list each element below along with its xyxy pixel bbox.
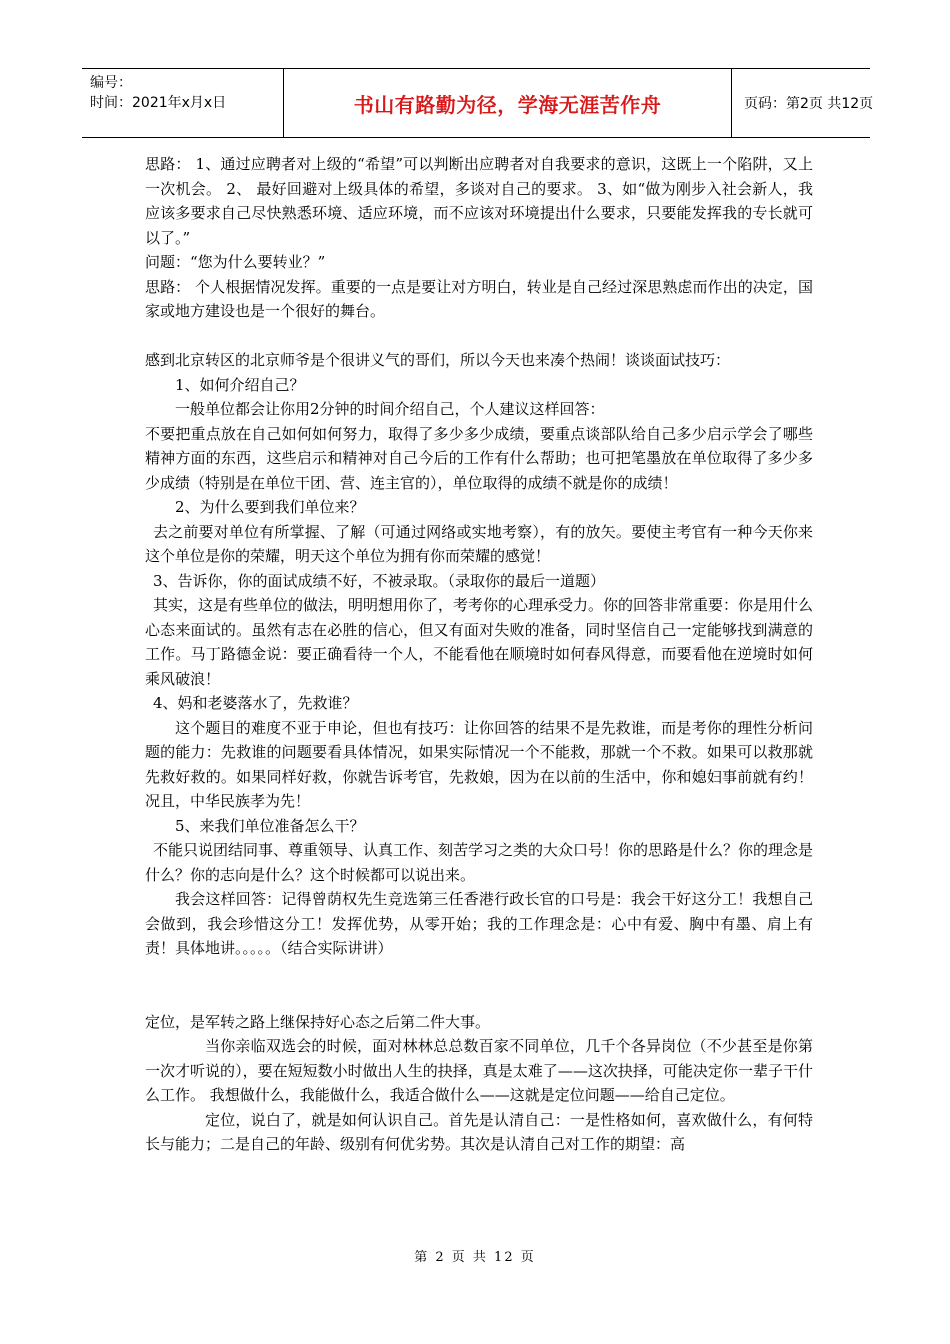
question-heading: 3、告诉你，你的面试成绩不好，不被录取。（录取你的最后一道题） — [153, 571, 606, 590]
page-header — [82, 68, 874, 138]
header-meta — [82, 69, 284, 137]
question-heading: 问题：“您为什么要转业？” — [145, 253, 326, 271]
header-motto-cell — [284, 69, 732, 137]
paragraph: 思路： 个人根据情况发挥。重要的一点是要让对方明白，转业是自己经过深思熟虑而作出的决定，国家或地方建设也是一个很好的舞台。 — [145, 277, 813, 320]
document-number-label: 编号： — [90, 75, 132, 91]
paragraph: 其实，这是有些单位的做法，明明想用你了，考考你的心理承受力。你的回答非常重要：你是用什么心态来面试的。虽然有志在必胜的信心，但又有面对失败的准备，同时坚信自己一定能够找到满意的工作。马丁路德金说：要正确看待一个人，不能看他在顺境时如何春风得意，而要看他在逆境时如何乘风破浪！ — [145, 596, 814, 688]
paragraph: 思路： 1、通过应聘者对上级的“希望”可以判断出应聘者对自我要求的意识，这既上一个陷阱，又上一次机会。 2、 最好回避对上级具体的希望，多谈对自己的要求。 3、如“做为刚步入社会新人，我应该多要求自己尽快熟悉环境、适应环境，而不应该对环境提出什么要求，只要能发挥我的专长就可以了。” — [145, 155, 813, 247]
section-heading: 定位，是军转之路上继保持好心态之后第二件大事。 — [145, 1012, 491, 1031]
paragraph: 当你亲临双选会的时候，面对林林总总数百家不同单位，几千个各异岗位（不少甚至是你第一次才听说的），要在短短数小时做出人生的抉择，真是太难了——这次抉择，可能决定你一辈子干什么工作。 我想做什么，我能做什么，我适合做什么——这就是定位问题——给自己定位。 — [145, 1037, 813, 1104]
paragraph: 定位，说白了，就是如何认识自己。首先是认清自己：一是性格如何，喜欢做什么，有何特长与能力；二是自己的年龄、级别有何优劣势。其次是认清自己对工作的期望：高 — [145, 1110, 813, 1153]
header-motto: 书山有路勤为径，学海无涯苦作舟 — [353, 92, 662, 117]
paragraph: 不能只说团结同事、尊重领导、认真工作、刻苦学习之类的大众口号！你的思路是什么？你的理念是什么？你的志向是什么？这个时候都可以说出来。 — [145, 841, 814, 884]
paragraph: 一般单位都会让你用2分钟的时间介绍自己，个人建议这样回答： — [175, 400, 605, 418]
paragraph: 去之前要对单位有所掌握、了解（可通过网络或实地考察），有的放矢。要使主考官有一种今天你来这个单位是你的荣耀，明天这个单位为拥有你而荣耀的感觉！ — [145, 522, 813, 565]
paragraph: 不要把重点放在自己如何如何努力，取得了多少多少成绩，要重点谈部队给自己多少启示学会了哪些精神方面的东西，这些启示和精神对自己今后的工作有什么帮助；也可把笔墨放在单位取得了多少多少成绩（特别是在单位干团、营、连主官的），单位取得的成绩不就是你的成绩！ — [145, 424, 813, 492]
question-heading: 4、妈和老婆落水了，先救谁？ — [153, 694, 358, 712]
spacer — [145, 961, 813, 1010]
header-page-info: 页码：第2页 共12页 — [744, 96, 874, 112]
question-heading: 1、如何介绍自己？ — [175, 375, 305, 394]
paragraph: 感到北京转区的北京师爷是个很讲义气的哥们，所以今天也来凑个热闹！谈谈面试技巧： — [145, 351, 731, 369]
document-time-label: 时间：2021年x月x日 — [90, 95, 227, 111]
page-footer: 第 2 页 共 12 页 — [414, 1250, 536, 1265]
paragraph: 这个题目的难度不亚于申论，但也有技巧：让你回答的结果不是先救谁，而是考你的理性分析问题的能力：先救谁的问题要看具体情况，如果实际情况一个不能救，那就一个不救。如果可以救那就先救好救的。如果同样好救，你就告诉考官，先救娘，因为在以前的生活中，你和媳妇事前就有约！况且，中华民族孝为先！ — [145, 718, 813, 810]
spacer — [145, 324, 813, 349]
paragraph: 我会这样回答：记得曾荫权先生竞选第三任香港行政长官的口号是：我会干好这分工！我想自己会做到，我会珍惜这分工！发挥优势，从零开始；我的工作理念是：心中有爱、胸中有墨、肩上有责！具体地讲。。。。。（结合实际讲讲） — [145, 890, 813, 957]
header-page-cell — [732, 69, 874, 137]
question-heading: 2、为什么要到我们单位来？ — [175, 498, 365, 516]
document-body — [145, 152, 813, 1157]
question-heading: 5、来我们单位准备怎么干？ — [175, 816, 365, 835]
